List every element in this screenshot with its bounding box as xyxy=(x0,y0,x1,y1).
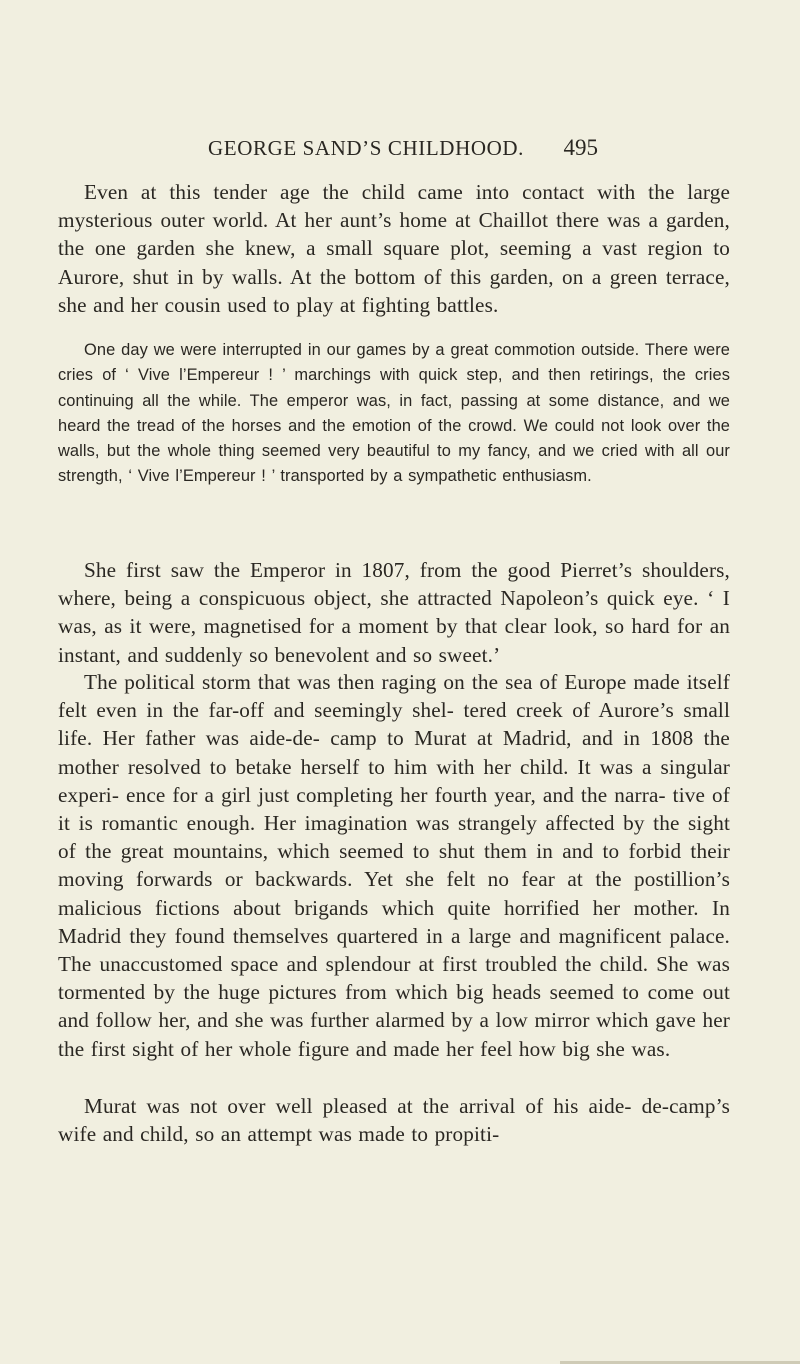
paragraph-madrid-journey: The political storm that was then raging on the sea of Europe made itself felt even in the far-off and seemingly shel- tered creek of Aurore’s small life. Her father was aide-de- camp to Murat at Madrid, and in 1808 the mother resolved to betake herself to him with her child. It was a singular experi- ence for a girl just completing her fourth year, and the narra- tive of it is romantic enough. Her imagination was strangely affected by the sight of the great mountains, which seemed to shut them in and to forbid their moving forwards or backwards. Yet she felt no fear at the postillion’s malicious fictions about brigands which quite horrified her mother. In Madrid they found themselves quartered in a large and magnificent palace. The unaccustomed space and splendour at first troubled the child. She was tormented by the huge pictures from which big heads seemed to come out and follow her, and she was further alarmed by a low mirror which gave her the first sight of her whole figure and made her feel how big she was. xyxy=(58,670,730,1061)
paragraph-first-sight: She first saw the Emperor in 1807, from the good Pierret’s shoulders, where, being a conspicuous object, she attracted Napoleon’s quick eye. ‘ I was, as it were, magnetised for a moment by that clear look, so hard for an instant, and suddenly so benevolent and so sweet.’ xyxy=(58,558,730,667)
paragraph-garden: Even at this tender age the child came into contact with the large mysterious outer world. At her aunt’s home at Chaillot there was a garden, the one garden she knew, a small square plot, seeming a vast region to Aurore, shut in by walls. At the bottom of this garden, on a green terrace, she and her cousin used to play at fighting battles. xyxy=(58,180,730,317)
paragraph-murat: Murat was not over well pleased at the arrival of his aide- de-camp’s wife and child, so an attempt was made to propiti- xyxy=(58,1094,730,1147)
page-number: 495 xyxy=(563,135,598,160)
running-title: GEORGE SAND’S CHILDHOOD. xyxy=(208,136,524,160)
quote-emperor-passing: One day we were interrupted in our games by a great commotion outside. There were cries of ‘ Vive l’Empereur ! ’ marchings with quick step, and then retirings, the cries continuing all the while. The emperor was, in fact, passing at some distance, and we heard the tread of the horses and the emotion of the crowd. We could not look over the walls, but the whole thing seemed very beautiful to my fancy, and we cried with all our strength, ‘ Vive l’Empereur ! ’ transported by a sympathetic enthusiasm. xyxy=(58,341,730,486)
running-head xyxy=(208,133,598,163)
